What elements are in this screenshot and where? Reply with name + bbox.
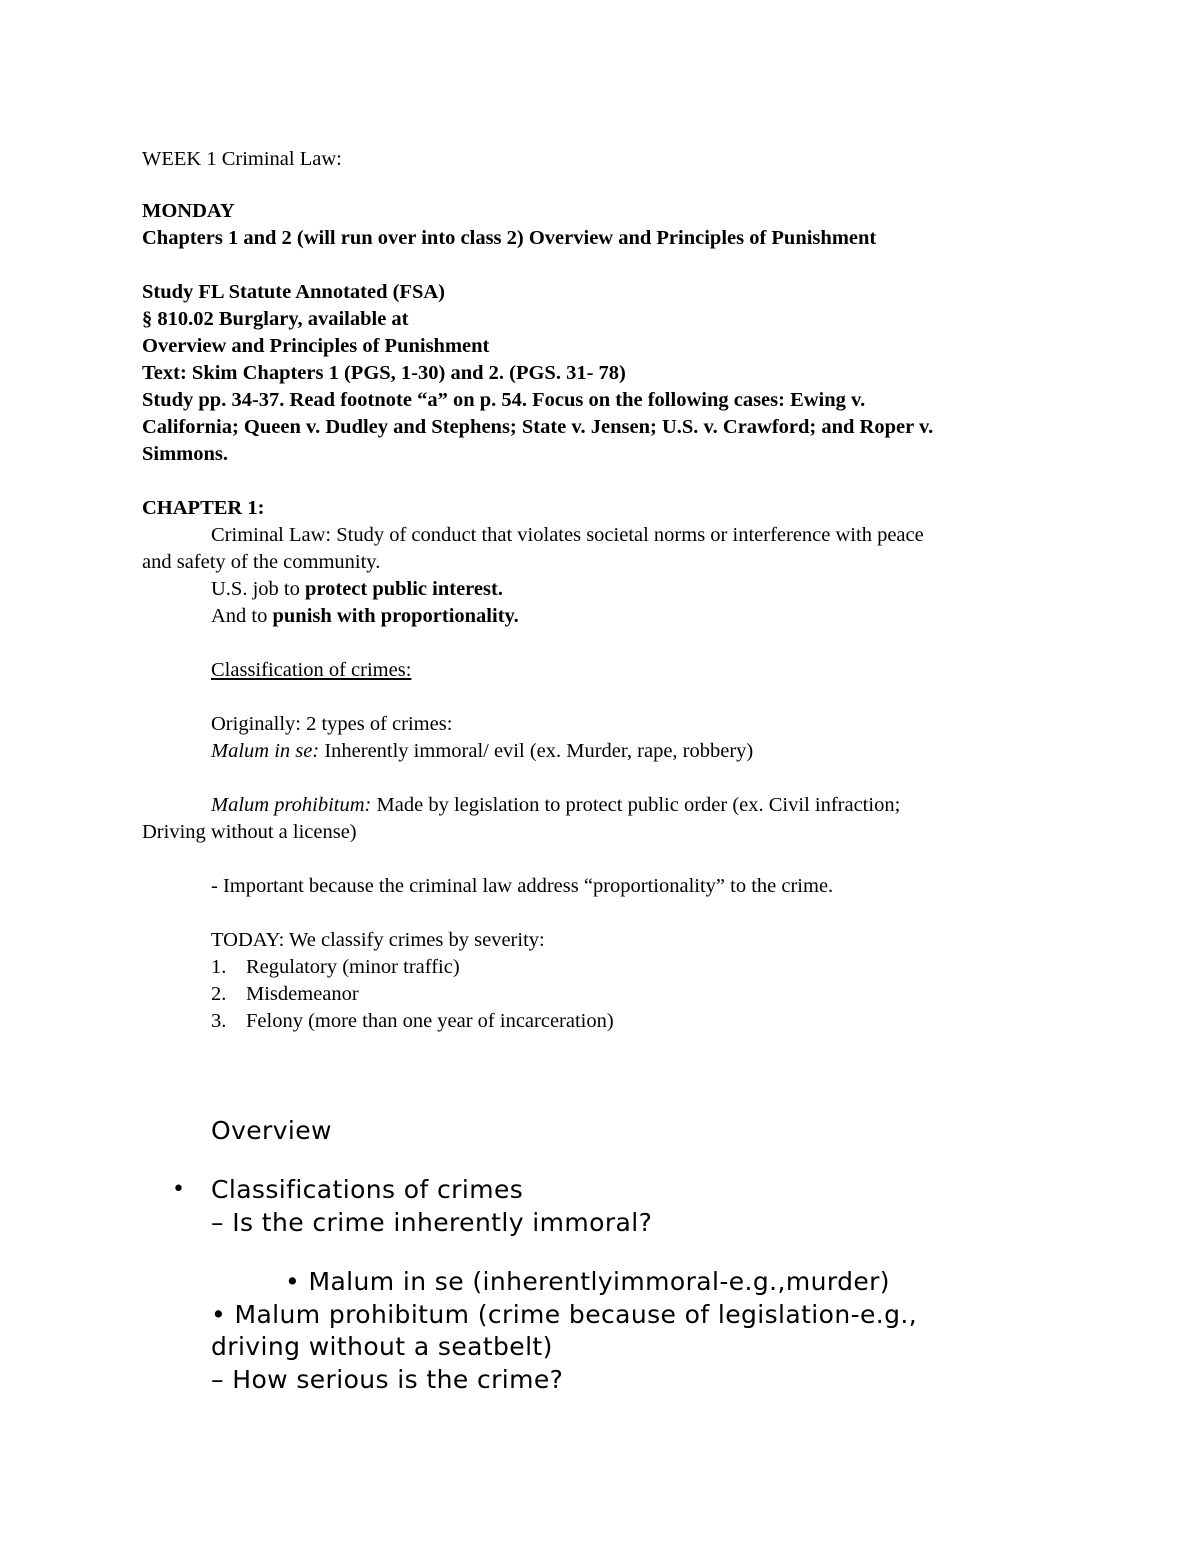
assignment-line-5: Study pp. 34-37. Read footnote “a” on p. 54. Focus on the following cases: Ewing v. <box>142 389 866 411</box>
list-text: Misdemeanor <box>246 983 359 1005</box>
assignment-line-2: § 810.02 Burglary, available at <box>142 308 409 330</box>
classification-heading: Classification of crimes: <box>211 659 412 681</box>
list-text: Felony (more than one year of incarceration) <box>246 1010 614 1032</box>
punish-line <box>211 603 519 630</box>
malum-in-se-text: Inherently immoral/ evil (ex. Murder, rape, robbery) <box>319 740 754 762</box>
day-heading: MONDAY <box>142 200 235 222</box>
assignment-line-1: Study FL Statute Annotated (FSA) <box>142 281 445 303</box>
important-line: - Important because the criminal law address “proportionality” to the crime. <box>211 875 834 897</box>
assignment-line-3: Overview and Principles of Punishment <box>142 335 490 357</box>
overview-heading: Overview <box>211 1116 332 1145</box>
malum-prohibitum-term: Malum prohibitum: <box>211 794 372 816</box>
malum-in-se-line <box>211 738 753 765</box>
overview-sub-serious: – How serious is the crime? <box>211 1365 564 1394</box>
list-number: 2. <box>211 983 227 1005</box>
definition-line-2: and safety of the community. <box>142 551 381 573</box>
punish-emphasis: punish with proportionality. <box>272 605 519 627</box>
malum-prohibitum-line-2: Driving without a license) <box>142 821 357 843</box>
list-number: 3. <box>211 1010 227 1032</box>
overview-sub-malum-prohibitum: • Malum prohibitum (crime because of legislation-e.g., <box>211 1300 918 1329</box>
malum-prohibitum-line <box>211 792 900 819</box>
overview-item-classifications: Classifications of crimes <box>211 1175 524 1204</box>
punish-prefix: And to <box>211 605 273 627</box>
assignment-line-7: Simmons. <box>142 443 229 465</box>
today-line: TODAY: We classify crimes by severity: <box>211 929 545 951</box>
definition-line-1: Criminal Law: Study of conduct that violates societal norms or interference with peace <box>211 524 924 546</box>
job-line <box>211 576 503 603</box>
chapters-line: Chapters 1 and 2 (will run over into class 2) Overview and Principles of Punishment <box>142 227 877 249</box>
assignment-line-4: Text: Skim Chapters 1 (PGS, 1-30) and 2. (PGS. 31- 78) <box>142 362 626 384</box>
bullet-icon: • <box>172 1177 185 1202</box>
malum-in-se-term: Malum in se: <box>211 740 320 762</box>
job-emphasis: protect public interest. <box>304 578 503 600</box>
overview-sub-immoral: – Is the crime inherently immoral? <box>211 1208 653 1237</box>
document-title: WEEK 1 Criminal Law: <box>142 148 342 170</box>
assignment-line-6: California; Queen v. Dudley and Stephens; State v. Jensen; U.S. v. Crawford; and Roper v. <box>142 416 934 438</box>
overview-sub-malum-prohibitum-2: driving without a seatbelt) <box>211 1332 553 1361</box>
chapter-heading: CHAPTER 1: <box>142 497 265 519</box>
job-prefix: U.S. job to <box>211 578 305 600</box>
list-text: Regulatory (minor traffic) <box>246 956 460 978</box>
originally-line: Originally: 2 types of crimes: <box>211 713 453 735</box>
overview-sub-malum-in-se: • Malum in se (inherentlyimmoral-e.g.,murder) <box>285 1267 890 1296</box>
list-number: 1. <box>211 956 227 978</box>
malum-prohibitum-text: Made by legislation to protect public order (ex. Civil infraction; <box>371 794 901 816</box>
